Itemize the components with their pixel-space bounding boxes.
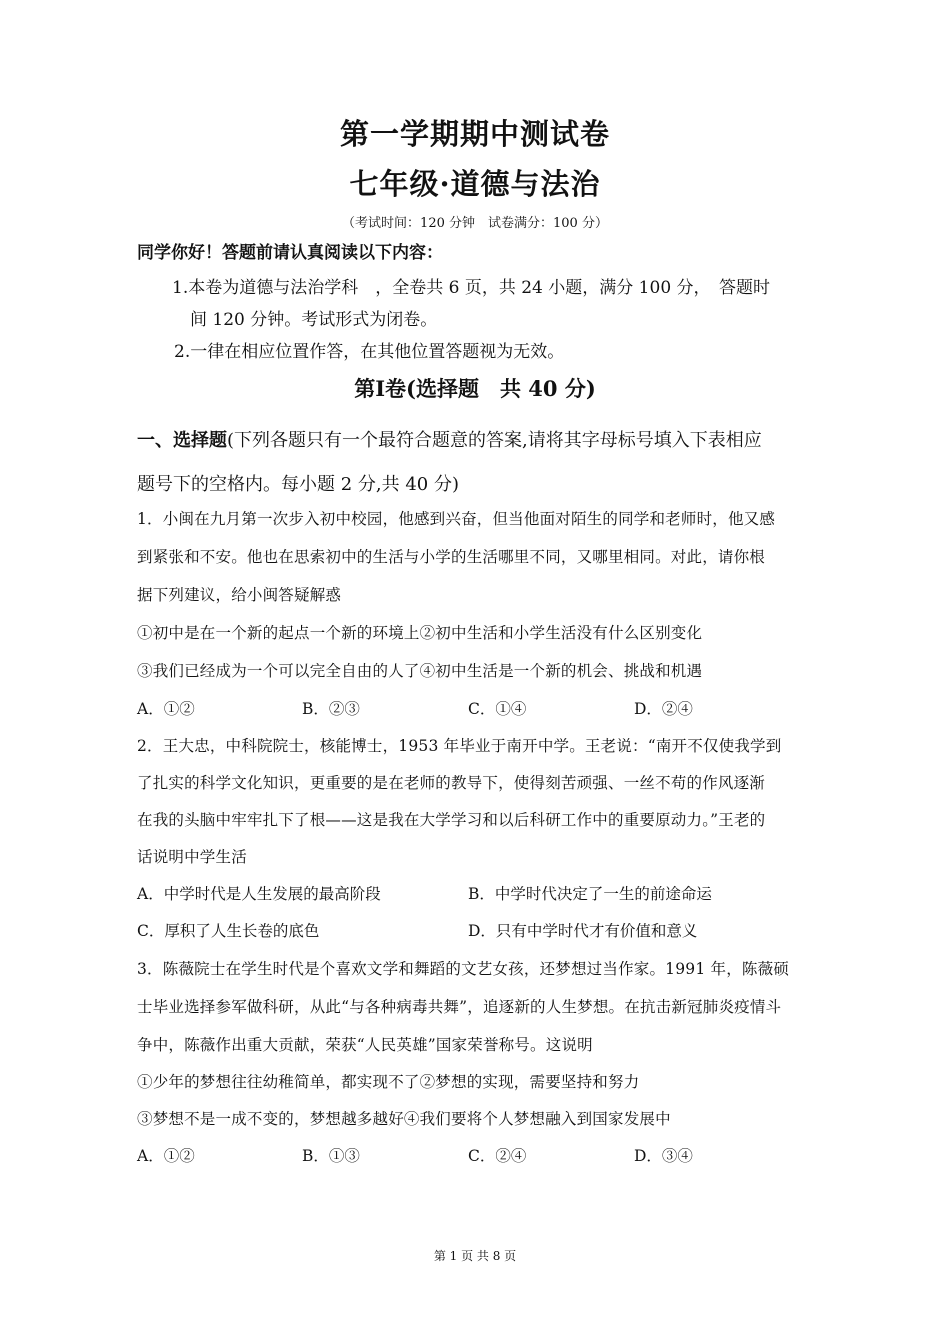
option-d: D．只有中学时代才有价值和意义 [468, 922, 698, 940]
instruction-item-2: 2.一律在相应位置作答，在其他位置答题视为无效。 [174, 342, 565, 362]
instruction-item-1-line-1: 1.本卷为道德与法治学科 ，全卷共 6 页，共 24 小题，满分 100 分， 答题时 [172, 278, 771, 298]
question-text-line: ③梦想不是一成不变的，梦想越多越好④我们要将个人梦想融入到国家发展中 [137, 1110, 671, 1128]
option-c: C．②④ [468, 1147, 527, 1165]
instructions-greeting: 同学你好！答题前请认真阅读以下内容： [137, 243, 443, 263]
section-1-heading-bold: 一、选择题 [137, 430, 227, 451]
option-d: D．②④ [634, 700, 693, 718]
option-c: C．①④ [468, 700, 527, 718]
question-text-line: 话说明中学生活 [137, 848, 247, 866]
question-text-line: ③我们已经成为一个可以完全自由的人了④初中生活是一个新的机会、挑战和机遇 [137, 662, 703, 680]
question-text-line: 士毕业选择参军做科研，从此“与各种病毒共舞”，追逐新的人生梦想。在抗击新冠肺炎疫情斗 [137, 998, 782, 1016]
option-b: B．中学时代决定了一生的前途命运 [468, 885, 712, 903]
exam-subject: 七年级·道德与法治 [349, 167, 601, 201]
section-1-heading-line-2: 题号下的空格内。每小题 2 分,共 40 分) [137, 474, 459, 495]
exam-info: （考试时间：120 分钟 试卷满分：100 分） [342, 216, 608, 231]
option-d: D．③④ [634, 1147, 693, 1165]
section-1-heading-rest: (下列各题只有一个最符合题意的答案,请将其字母标号填入下表相应 [227, 430, 762, 451]
option-b: B．①③ [302, 1147, 360, 1165]
question-text-line: ①少年的梦想往往幼稚简单，都实现不了②梦想的实现，需要坚持和努力 [137, 1073, 640, 1091]
exam-title: 第一学期期中测试卷 [339, 117, 610, 151]
question-text-line: 争中，陈薇作出重大贡献，荣获“人民英雄”国家荣誉称号。这说明 [137, 1036, 593, 1054]
question-text-line: ①初中是在一个新的起点一个新的环境上②初中生活和小学生活没有什么区别变化 [137, 624, 703, 642]
option-a: A．①② [137, 700, 195, 718]
part-1-title: 第Ⅰ卷(选择题 共 40 分) [354, 376, 596, 401]
question-text-line: 2．王大忠，中科院院士，核能博士，1953 年毕业于南开中学。王老说：“南开不仅使我学到 [137, 737, 782, 755]
question-text-line: 了扎实的科学文化知识，更重要的是在老师的教导下，使得刻苦顽强、一丝不苟的作风逐渐 [137, 774, 766, 792]
question-text-line: 在我的头脑中牢牢扎下了根——这是我在大学学习和以后科研工作中的重要原动力。”王老的 [137, 811, 766, 829]
section-1-heading [137, 426, 762, 452]
question-text-line: 1．小闽在九月第一次步入初中校园，他感到兴奋，但当他面对陌生的同学和老师时，他又感 [137, 510, 776, 528]
option-b: B．②③ [302, 700, 360, 718]
question-text-line: 到紧张和不安。他也在思索初中的生活与小学的生活哪里不同，又哪里相同。对此，请你根 [137, 548, 766, 566]
question-text-line: 3．陈薇院士在学生时代是个喜欢文学和舞蹈的文艺女孩，还梦想过当作家。1991 年，陈薇硕 [137, 960, 790, 978]
question-text-line: 据下列建议，给小闽答疑解惑 [137, 586, 342, 604]
instruction-item-1-line-2: 间 120 分钟。考试形式为闭卷。 [190, 310, 438, 330]
option-a: A．①② [137, 1147, 195, 1165]
option-a: A．中学时代是人生发展的最高阶段 [137, 885, 381, 903]
option-c: C．厚积了人生长卷的底色 [137, 922, 320, 940]
page-footer: 第 1 页 共 8 页 [433, 1249, 517, 1263]
